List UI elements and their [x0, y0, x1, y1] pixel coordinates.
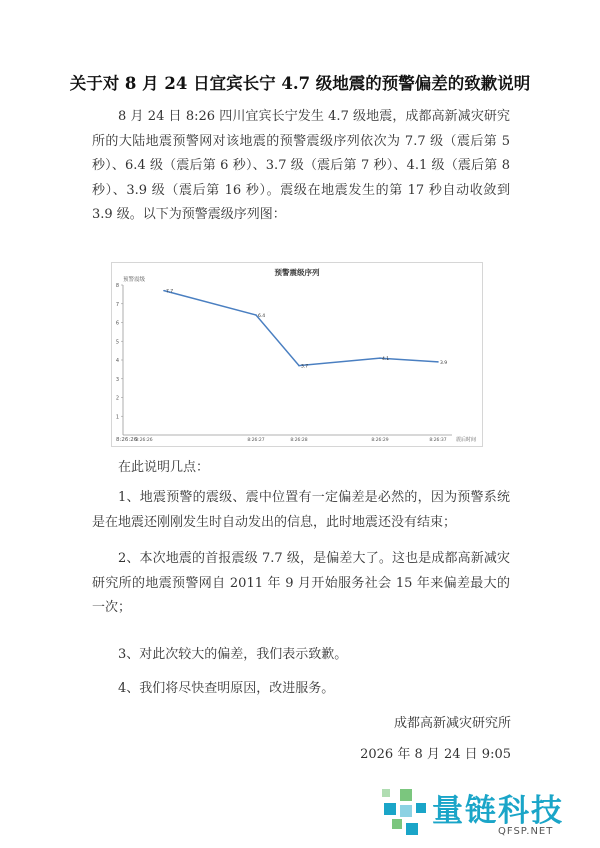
explain-heading: 在此说明几点： [118, 460, 210, 475]
chart-data-label: 3.7 [301, 364, 309, 370]
chart-data-label: 3.9 [440, 360, 448, 366]
chart-data-point [163, 290, 165, 292]
chart-data-label: 6.4 [258, 314, 266, 319]
chart-data-label: 4.1 [382, 357, 390, 363]
chart-y-tick-label: 8 [115, 283, 119, 289]
chart-x-tick-label: 8:26:28 [290, 438, 308, 443]
chart-x-tick-label: 8:26:37 [429, 438, 447, 443]
point-2: 2、本次地震的首报震级 7.7 级，是偏差大了。这也是成都高新减灾研究所的地震预警网自 2011 年 9 月开始服务社会 15 年来偏差最大的一次； [92, 551, 510, 616]
chart-title: 预警震级序列 [274, 268, 320, 277]
chart-y-tick-label: 6 [115, 320, 119, 327]
magnitude-chart [111, 262, 483, 447]
point-3: 3、对此次较大的偏差，我们表示致歉。 [118, 647, 348, 662]
watermark-logo [380, 783, 595, 843]
chart-y-tick-label: 3 [115, 376, 119, 383]
chart-y-tick-label: 5 [115, 339, 119, 346]
chart-svg [112, 263, 482, 446]
chart-data-point [379, 357, 381, 359]
chart-x-tick-label: 8:26:29 [371, 438, 389, 443]
logo-icon [380, 785, 428, 841]
watermark-sub: QFSP.NET [498, 826, 554, 837]
chart-y-tick-label: 1 [115, 414, 119, 421]
chart-data-point [437, 361, 439, 363]
chart-y-tick-label: 7 [115, 301, 119, 308]
chart-x-label: 震后时间 [456, 437, 477, 443]
watermark-text: 量链科技 [432, 793, 564, 829]
chart-x-tick-label: 8:26:26 [135, 438, 153, 443]
chart-y-tick-label: 2 [115, 395, 119, 402]
chart-y-label: 预警震级 [123, 277, 146, 283]
point-1: 1、地震预警的震级、震中位置有一定偏差是必然的，因为预警系统是在地震还刚刚发生时自动发出的信息，此时地震还没有结束； [92, 490, 510, 530]
chart-x-tick-label: 8:26:27 [247, 438, 265, 443]
issue-date: 2026 年 8 月 24 日 9:05 [360, 747, 511, 762]
chart-data-point [255, 314, 257, 316]
chart-y-tick-label: 4 [115, 358, 119, 364]
point-4: 4、我们将尽快查明原因，改进服务。 [118, 681, 335, 696]
chart-series-line [164, 291, 438, 366]
document-title: 关于对 8 月 24 日宜宾长宁 4.7 级地震的预警偏差的致歉说明 [69, 74, 531, 93]
signature: 成都高新减灾研究所 [393, 716, 511, 731]
chart-data-point [298, 365, 300, 367]
intro-paragraph: 8 月 24 日 8:26 四川宜宾长宁发生 4.7 级地震，成都高新减灾研究所的大陆地震预警网对该地震的预警震级序列依次为 7.7 级（震后第 5 秒）、6.4 级（震后第 6 秒）、3.7 级（震后第 7 秒）、4.1 级（震后第 8 秒）、3.9 级（震后第 16 秒）。震级在地震发生的第 17 秒自动收敛到 3.9 级。以下为预警震级序列图： [92, 109, 510, 223]
chart-data-label: 7.7 [166, 289, 174, 295]
chart-origin-label: 8:26:26 [116, 437, 138, 443]
